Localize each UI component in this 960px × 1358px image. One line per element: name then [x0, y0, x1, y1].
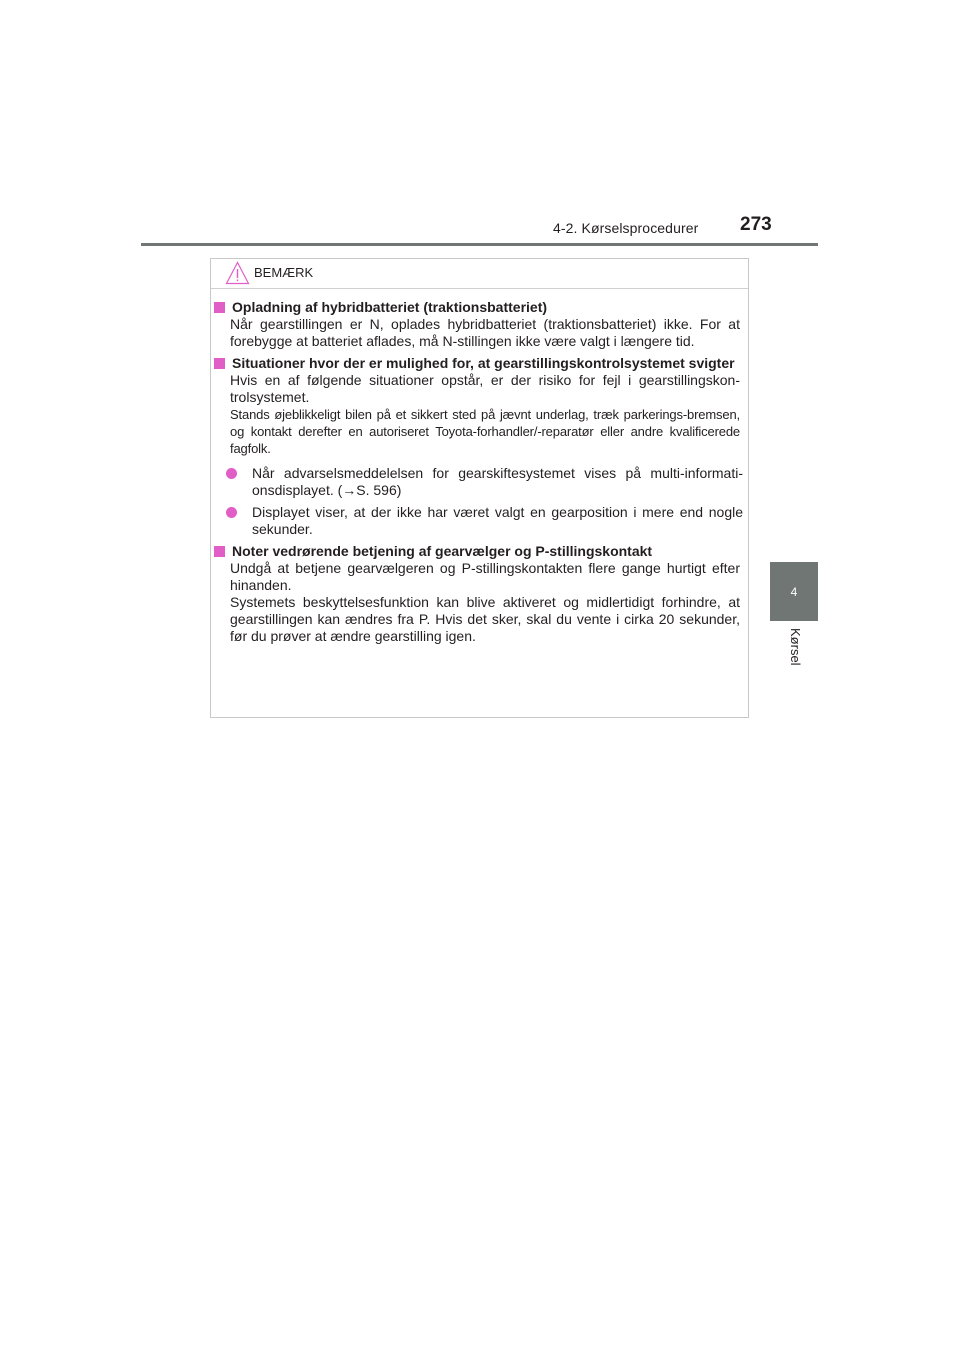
- circle-bullet-icon: [226, 468, 237, 479]
- list-item-text: Displayet viser, at der ikke har været valgt en gearposition i mere end nogle sekunder.: [252, 504, 743, 537]
- paragraph: Stands øjeblikkeligt bilen på et sikkert sted på jævnt underlag, træk parkerings-bremsen, og kontakt derefter en autoriseret Toyota-forhandler/-reparatør eller andre kvalificerede fagfolk.: [230, 407, 740, 456]
- paragraph: Undgå at betjene gearvælgeren og P-stillingskontakten flere gange hurtigt efter hinanden.: [230, 560, 740, 593]
- header-rule: [141, 243, 818, 246]
- chapter-label: Kørsel: [788, 628, 803, 666]
- circle-bullet-icon: [226, 507, 237, 518]
- section-heading: [214, 355, 744, 372]
- section-heading-text: Situationer hvor der er mulighed for, at gearstillingskontrolsystemet svigter: [232, 355, 735, 371]
- list-item: [240, 465, 743, 499]
- section-title: 4-2. Kørselsprocedurer: [553, 220, 699, 236]
- list-item-text: Når advarselsmeddelelsen for gearskiftesystemet vises på multi-informati-onsdisplayet. (→S. 596): [252, 465, 743, 498]
- square-bullet-icon: [214, 302, 225, 313]
- square-bullet-icon: [214, 546, 225, 557]
- paragraph: Når gearstillingen er N, oplades hybridbatteriet (traktionsbatteriet) ikke. For at forebygge at batteriet aflades, må N-stillingen ikke være valgt i længere tid.: [230, 316, 740, 349]
- warning-triangle-icon: [225, 261, 250, 285]
- square-bullet-icon: [214, 358, 225, 369]
- section-heading: [214, 543, 744, 560]
- notice-box: [210, 258, 749, 718]
- chapter-tab: [770, 562, 818, 621]
- list-item: [240, 504, 743, 538]
- notice-header: [211, 259, 748, 289]
- section-heading-text: Opladning af hybridbatteriet (traktionsbatteriet): [232, 299, 548, 315]
- paragraph: Systemets beskyttelsesfunktion kan blive aktiveret og midlertidigt forhindre, at gearstillingen kan ændres fra P. Hvis det sker, skal du vente i cirka 20 sekunder, før du prøver at ændre gearstilling igen.: [230, 594, 740, 644]
- notice-content: [211, 299, 750, 645]
- notice-title: BEMÆRK: [254, 265, 314, 280]
- chapter-number: 4: [790, 584, 798, 599]
- page-number: 273: [740, 214, 772, 235]
- section-heading-text: Noter vedrørende betjening af gearvælger og P-stillingskontakt: [232, 543, 653, 559]
- section-heading: [214, 299, 744, 316]
- paragraph: Hvis en af følgende situationer opstår, er der risiko for fejl i gearstillingskon-trolsystemet.: [230, 372, 740, 405]
